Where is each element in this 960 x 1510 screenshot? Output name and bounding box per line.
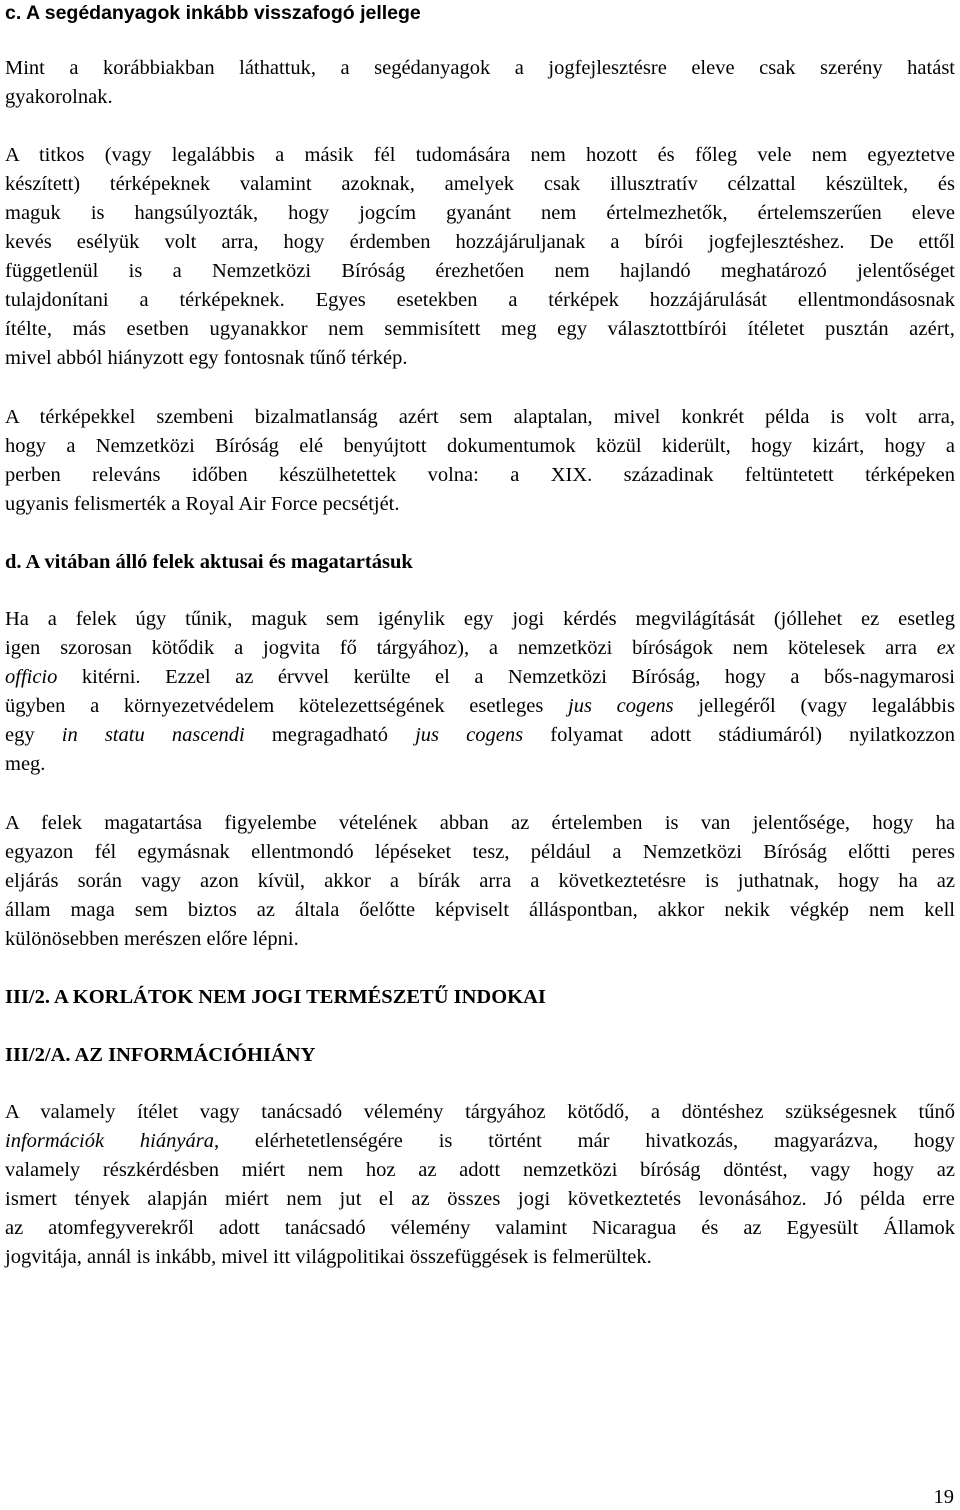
text-line <box>5 692 955 721</box>
text-line: perben releváns időben készülhetettek volna: a XIX. századinak feltüntetett térképeken <box>5 464 955 486</box>
text-line: az atomfegyverekről adott tanácsadó vélemény valamint Nicaragua és az Egyesült Államok <box>5 1217 955 1239</box>
page-number: 19 <box>933 1486 954 1508</box>
text-run: egy <box>5 724 62 746</box>
text-line: ítélte, más esetben ugyanakkor nem semmisített meg egy választottbírói ítéletet pusztán azért, <box>5 318 955 340</box>
italic-term: jus cogens <box>415 724 524 746</box>
text-line: kevés esélyük volt arra, hogy érdemben hozzájáruljanak a bírói jogfejlesztéshez. De ettől <box>5 231 955 253</box>
section-d-heading: d. A vitában álló felek aktusai és magatartásuk <box>5 551 413 573</box>
section-d-paragraph-2 <box>5 809 955 954</box>
text-line: egyazon fél egymásnak ellentmondó lépéseket tesz, például a Nemzetközi Bíróság előtti peres <box>5 841 955 863</box>
text-line: ugyanis felismerték a Royal Air Force pecsétjét. <box>5 493 400 515</box>
text-run: folyamat adott stádiumáról) nyilatkozzon <box>523 724 955 746</box>
text-line: jogvitája, annál is inkább, mivel itt világpolitikai összefüggések is felmerültek. <box>5 1246 652 1268</box>
text-line <box>5 634 955 663</box>
text-line: maguk is hangsúlyozták, hogy jogcím gyanánt nem értelmezhetők, értelemszerűen eleve <box>5 202 955 224</box>
text-line <box>5 1127 955 1156</box>
text-line: A felek magatartása figyelembe vételének abban az értelemben is van jelentősége, hogy ha <box>5 812 955 834</box>
text-line: különösebben merészen előre lépni. <box>5 928 299 950</box>
text-line: készített) térképeknek valamint azoknak, amelyek csak illusztratív célzattal készültek, és <box>5 173 955 195</box>
italic-term: jus cogens <box>568 695 674 717</box>
text-line: mivel abból hiányzott egy fontosnak tűnő térkép. <box>5 347 408 369</box>
text-line: A titkos (vagy legalábbis a másik fél tudomására nem hozott és főleg vele nem egyeztetve <box>5 144 955 166</box>
section-iii2-heading: III/2. A KORLÁTOK NEM JOGI TERMÉSZETŰ INDOKAI <box>5 986 546 1008</box>
text-line <box>5 663 955 692</box>
text-line: Ha a felek úgy tűnik, maguk sem igénylik egy jogi kérdés megvilágítását (jóllehet ez esetleg <box>5 608 955 630</box>
text-line <box>5 721 955 750</box>
text-line: függetlenül is a Nemzetközi Bíróság érezhetően nem hajlandó meghatározó jelentőséget <box>5 260 955 282</box>
text-line: meg. <box>5 753 46 775</box>
text-line: eljárás során vagy azon kívül, akkor a bírák arra a következtetésre is juthatnak, hogy ha az <box>5 870 955 892</box>
text-run: ügyben a környezetvédelem kötelezettségének esetleges <box>5 695 569 717</box>
text-line: állam maga sem biztos az általa őelőtte képviselt álláspontban, akkor nekik végkép nem kell <box>5 899 955 921</box>
text-run: megragadható <box>244 724 416 746</box>
italic-term: officio <box>5 666 58 688</box>
text-line: valamely részkérdésben miért nem hoz az adott nemzetközi bíróság döntést, vagy hogy az <box>5 1159 955 1181</box>
italic-term: ex <box>936 637 955 659</box>
italic-term: in statu nascendi <box>61 724 245 746</box>
section-iii2a-paragraph-1 <box>5 1098 955 1272</box>
text-line: Mint a korábbiakban láthattuk, a segédanyagok a jogfejlesztésre eleve csak szerény hatást <box>5 57 955 79</box>
section-c-heading: c. A segédanyagok inkább visszafogó jellege <box>5 2 421 24</box>
section-c-paragraph-3 <box>5 403 955 519</box>
text-run: kitérni. Ezzel az érvvel kerülte el a Nemzetközi Bíróság, hogy a bős-nagymarosi <box>57 666 955 688</box>
text-line: A térképekkel szembeni bizalmatlanság azért sem alaptalan, mivel konkrét példa is volt arra, <box>5 406 955 428</box>
text-run: jellegéről (vagy legalábbis <box>673 695 955 717</box>
section-iii2a-heading: III/2/A. AZ INFORMÁCIÓHIÁNY <box>5 1044 316 1066</box>
section-c-paragraph-1 <box>5 54 955 112</box>
text-line: tulajdonítani a térképeknek. Egyes esetekben a térképek hozzájárulását ellentmondásosnak <box>5 289 955 311</box>
italic-term: információk hiányára <box>5 1130 214 1152</box>
text-line: hogy a Nemzetközi Bíróság elé benyújtott dokumentumok közül kiderült, hogy kizárt, hogy a <box>5 435 955 457</box>
text-run: , elérhetetlenségére is történt már hivatkozás, magyarázva, hogy <box>213 1130 955 1152</box>
text-line: gyakorolnak. <box>5 86 113 108</box>
section-c-paragraph-2 <box>5 141 955 373</box>
text-line: ismert tények alapján miért nem jut el az összes jogi következtetés levonásához. Jó példa erre <box>5 1188 955 1210</box>
text-line: A valamely ítélet vagy tanácsadó vélemény tárgyához kötődő, a döntéshez szükségesnek tűnő <box>5 1101 955 1123</box>
text-run: igen szorosan kötődik a jogvita fő tárgyához), a nemzetközi bíróságok nem kötelesek arra <box>5 637 937 659</box>
section-d-paragraph-1 <box>5 605 955 779</box>
